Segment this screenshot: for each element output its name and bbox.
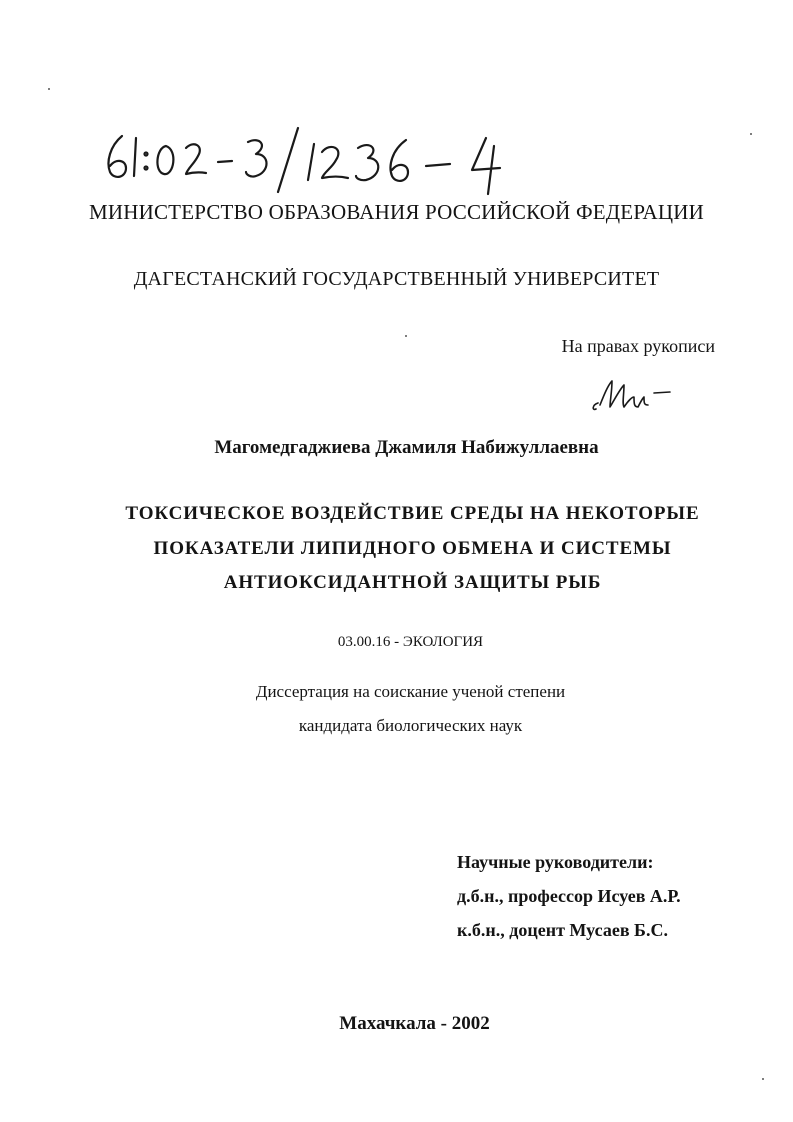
author-name: Магомедгаджиева Джамиля Набижуллаевна (214, 437, 599, 458)
advisor-1: д.б.н., профессор Исуев А.Р. (457, 886, 681, 906)
dissertation-title-line-2: ПОКАЗАТЕЛИ ЛИПИДНОГО ОБМЕНА И СИСТЕМЫ (153, 538, 672, 559)
dissertation-title-line-3: АНТИОКСИДАНТНОЙ ЗАЩИТЫ РЫБ (223, 572, 602, 593)
author-signature (588, 375, 678, 415)
scan-speck (405, 335, 407, 337)
university-name: ДАГЕСТАНСКИЙ ГОСУДАРСТВЕННЫЙ УНИВЕРСИТЕТ (133, 268, 660, 290)
specialty-code: 03.00.16 - ЭКОЛОГИЯ (337, 634, 484, 650)
scan-speck (762, 1078, 764, 1080)
advisor-2: к.б.н., доцент Мусаев Б.С. (457, 920, 668, 940)
manuscript-note: На правах рукописи (561, 336, 715, 356)
degree-line-1: Диссертация на соискание ученой степени (255, 682, 566, 701)
ministry-name: МИНИСТЕРСТВО ОБРАЗОВАНИЯ РОССИЙСКОЙ ФЕДЕРАЦИИ (88, 200, 704, 224)
scan-speck (48, 88, 50, 90)
advisors-block (457, 845, 681, 947)
advisors-heading: Научные руководители: (457, 852, 654, 872)
handwritten-registry-number (100, 118, 540, 198)
city-year: Махачкала - 2002 (339, 1013, 490, 1034)
scan-speck (750, 133, 752, 135)
degree-line-2: кандидата биологических наук (298, 716, 523, 735)
dissertation-title-line-1: ТОКСИЧЕСКОЕ ВОЗДЕЙСТВИЕ СРЕДЫ НА НЕКОТОРЫЕ (125, 503, 700, 524)
